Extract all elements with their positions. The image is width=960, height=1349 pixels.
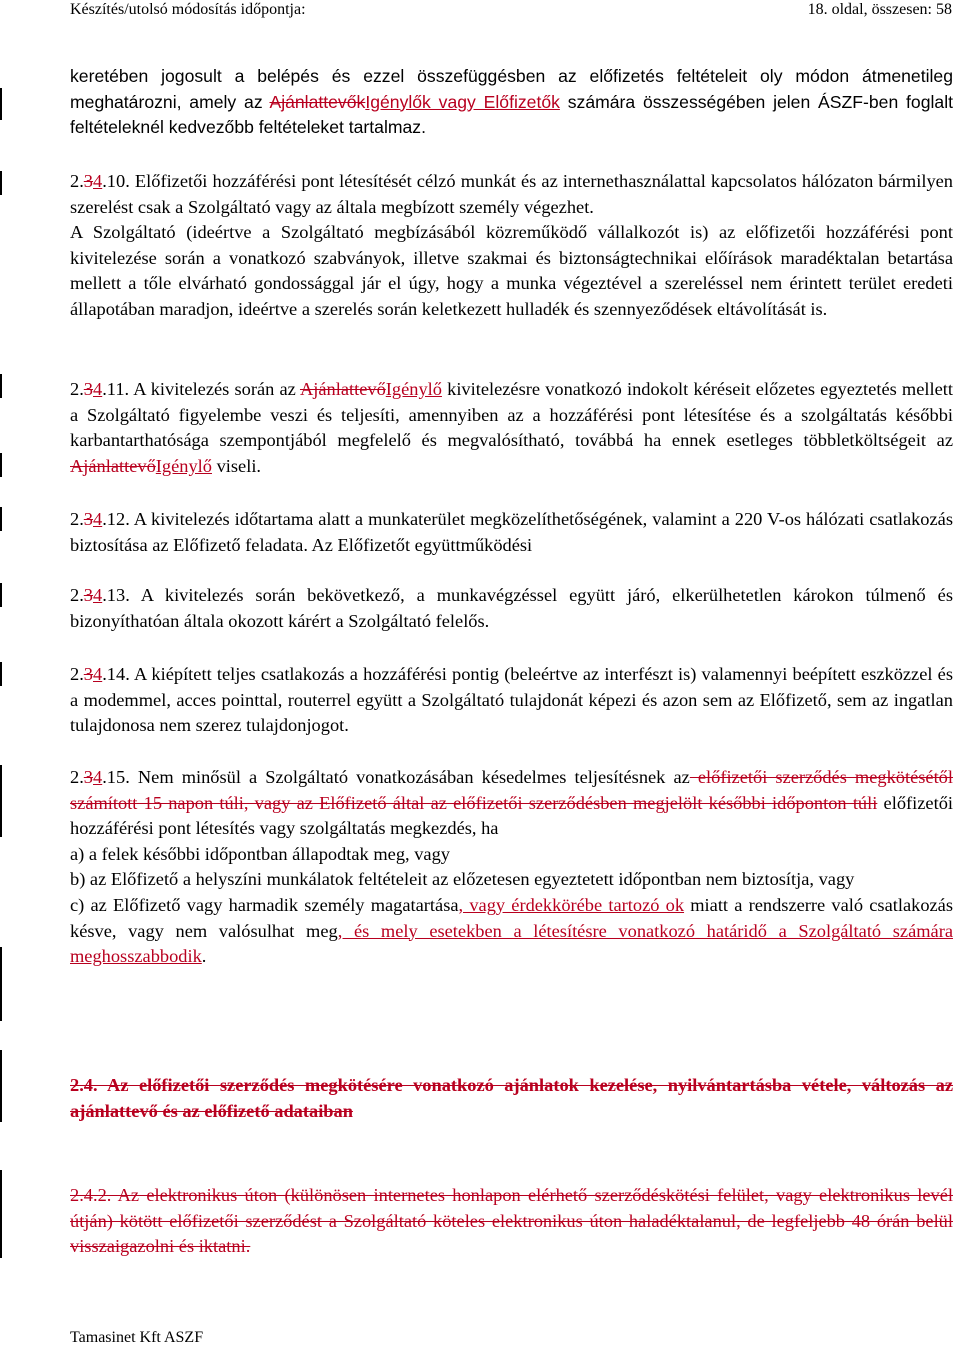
change-bar (0, 1170, 2, 1258)
change-bar (0, 583, 2, 607)
deleted-text: Ajánlattevők (269, 91, 366, 112)
text: A Szolgáltató (ideértve a Szolgáltató megbízásából közreműködő vállalkozót is) az előfizetői hozzáférési pont kivitelezése során a vonatkozó szabványok, illetve szakmai és biztonságtechnikai előírások maradéktalan betartása mellett a tőle elvárható gondossággal jár el úgy, hogy a munka végeztével a szereléssel nem érintett terület eredeti állapotában maradjon, ideértve a szerelés során keletkezett hulladék és szennyeződések eltávolítását is. (70, 222, 953, 319)
deleted-text: 3 (83, 664, 93, 684)
inserted-text: 4 (93, 664, 103, 684)
deleted-text: 3 (83, 379, 93, 399)
change-bar (0, 88, 2, 120)
text: . (201, 946, 207, 967)
page-header (70, 0, 952, 22)
inserted-text: Igénylők vagy Előfizetők (365, 91, 560, 112)
section-number: .15. (102, 767, 130, 787)
deleted-text: előfizetői szerződés megkötésétől számított 15 napon túli, vagy az Előfizető által az előfizetői szerződésben megjelölt későbbi időponton túli (70, 767, 953, 813)
list-item: a) a felek későbbi időpontban állapodtak meg, vagy (70, 843, 450, 864)
change-bar (0, 171, 2, 195)
deleted-text: 3 (83, 509, 93, 529)
paragraph-2-34-13 (70, 583, 953, 634)
paragraph-continuation (70, 64, 953, 141)
list-item (70, 895, 953, 966)
section-number: .10. (102, 171, 130, 191)
section-heading-deleted: 2.4. Az előfizetői szerződés megkötésére vonatkozó ajánlatok kezelése, nyilvántartásba vétele, változás az ajánlattevő és az előfizető adataiban (70, 1075, 953, 1121)
section-number: .12. (102, 509, 130, 529)
inserted-text: Igénylő (155, 455, 212, 476)
text: Előfizetői hozzáférési pont létesítését célzó munkát és az internethasználattal kapcsolatos hálózaton bármilyen szerelést csak a Szolgáltató vagy az általa megbízott személy végezhet. (70, 171, 953, 217)
section-number: 2. (70, 171, 84, 191)
section-number: 2. (70, 379, 84, 399)
modification-date-label: Készítés/utolsó módosítás időpontja: (70, 1, 306, 18)
text: Nem minősül a Szolgáltató vonatkozásában késedelmes teljesítésnek az (129, 767, 690, 787)
section-number: 2. (70, 767, 84, 787)
paragraph-2-34-15 (70, 765, 953, 970)
list-item: b) az Előfizető a helyszíni munkálatok feltételeit az előzetesen egyeztetett időpontban nem biztosítja, vagy (70, 869, 855, 890)
text: A kivitelezés időtartama alatt a munkaterület megközelíthetőségének, valamint a 220 V-os hálózati csatlakozás biztosítása az Előfizető feladata. Az Előfizetőt együttműködési (70, 509, 953, 555)
change-bar (0, 374, 2, 398)
inserted-text: , vagy érdekkörébe tartozó ok (458, 894, 685, 915)
text: A kiépített teljes csatlakozás a hozzáférési pontig (beleértve az interfészt is) valamennyi beépített eszközzel és a modemmel, acces pointtal, routerrel együtt a Szolgáltató tulajdonát képezi és azon sem az Előfizető, sem az ingatlan tulajdonosa nem szerez tulajdonjogot. (70, 664, 953, 736)
section-number: .13. (102, 585, 130, 605)
inserted-text: 4 (93, 585, 103, 605)
change-bar (0, 662, 2, 686)
deleted-text: Ajánlattevő (70, 455, 156, 476)
text: előfizetői hozzáférési pont létesítés vagy szolgáltatás megkezdés, ha (70, 792, 953, 839)
text: számára összességében jelen ÁSZF-ben foglalt feltételeknél kedvezőbb feltételeket tartalmaz. (70, 91, 953, 138)
page-counter: 18. oldal, összesen: 58 (807, 1, 952, 18)
deleted-text: 3 (83, 767, 93, 787)
section-number: 2. (70, 509, 84, 529)
section-number: .11. (102, 379, 130, 399)
change-bar (0, 507, 2, 531)
change-bar (0, 453, 2, 477)
deleted-text: 3 (83, 171, 93, 191)
paragraph-2-34-14 (70, 662, 953, 739)
change-bar (0, 1050, 2, 1122)
section-number: 2. (70, 585, 84, 605)
inserted-text: 4 (93, 509, 103, 529)
text: miatt a rendszerre való csatlakozás késve, vagy nem valósulhat meg (70, 894, 953, 941)
inserted-text: Igénylő (385, 379, 442, 399)
change-bar (0, 947, 2, 1021)
inserted-text: 4 (93, 171, 103, 191)
text: A kivitelezés során bekövetkező, a munkavégzéssel együtt járó, elkerülhetetlen károkon túlmenő és bizonyíthatóan általa okozott kárért a Szolgáltató felelős. (70, 585, 953, 631)
section-number: .14. (102, 664, 130, 684)
paragraph-2-4-2-deleted: 2.4.2. Az elektronikus úton (különösen internetes honlapon elérhető szerződéskötési felület, vagy elektronikus levél útján) kötött előfizetői szerződést a Szolgáltató köteles elektronikus úton haladéktalanul, de legfeljebb 48 órán belül visszaigazolni és iktatni. (70, 1185, 953, 1257)
inserted-text: 4 (93, 767, 103, 787)
text: A kivitelezés során az (129, 379, 300, 399)
deleted-text: Ajánlattevő (299, 379, 386, 399)
paragraph-2-34-12 (70, 507, 953, 558)
text: keretében jogosult a belépés és ezzel összefüggésben az előfizetés feltételeit oly módon átmenetileg meghatározni, amely az (70, 66, 953, 112)
inserted-text: 4 (93, 379, 103, 399)
inserted-text: , és mely esetekben a létesítésre vonatkozó határidő a Szolgáltató számára meghosszabbodik (70, 920, 953, 967)
paragraph-2-34-11 (70, 377, 953, 479)
paragraph-2-34-10 (70, 169, 953, 323)
deleted-text: 3 (83, 585, 93, 605)
text: viseli. (211, 455, 262, 476)
text: c) az Előfizető vagy harmadik személy magatartása (70, 894, 459, 915)
section-number: 2. (70, 664, 84, 684)
text: kivitelezésre vonatkozó indokolt kéréseit előzetes egyeztetés mellett a Szolgáltató figyelembe veszi és teljesíti, amennyiben az a hozzáférési pont létesítése és a szolgáltatás későbbi karbantarthatósága szempontjából megfelelő és megvalósítható, továbbá ha ennek esetleges többletköltségeit az (70, 379, 953, 451)
change-bar (0, 765, 2, 837)
page-footer: Tamasinet Kft ASZF (70, 1329, 204, 1346)
